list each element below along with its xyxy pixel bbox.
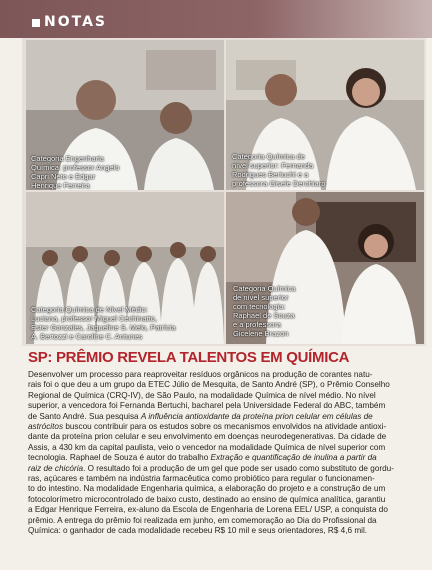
caption-line: Gicelene Brazon (233, 329, 289, 338)
caption-line: Química: professor Angelo (31, 163, 120, 172)
body-line (28, 464, 424, 474)
body-text-segment: . O resultado foi a produção de um gel que pode ser usado como substituto de gordu- (83, 463, 394, 473)
body-text-segment: de Santo André. Sua pesquisa (28, 411, 141, 421)
article-title: SP: PRÊMIO REVELA TALENTOS EM QUÍMICA (28, 349, 350, 366)
body-line: to do intestino. Na modalidade Engenharia química, a elaboração do projeto e a construção de um (28, 484, 386, 494)
body-line (28, 412, 424, 422)
caption-line: Categoria Química (233, 284, 296, 293)
body-line: Desenvolver um processo para reaproveitar resíduos orgânicos na produção de corantes natu- (28, 370, 373, 379)
caption-line: Categoria Engenharia (31, 154, 104, 163)
photo-caption (31, 305, 176, 341)
caption-line: Capri Neto e Edgar (31, 172, 96, 181)
body-line (28, 422, 424, 432)
body-line: prêmio. A entrega do prêmio foi realizada em junho, em comemoração ao Dia do Profissional da (28, 515, 377, 525)
body-line: Regional de Química (CRQ-IV), de São Paulo, na modalidade Química de nível médio. No nível (28, 390, 376, 400)
body-text-segment: tecnologia. Raphael de Souza é autor do trabalho (28, 453, 211, 463)
italic-title: raiz de chicória (28, 463, 84, 473)
body-line (28, 453, 424, 463)
caption-line: com tecnologia: (233, 302, 286, 311)
caption-line: Ester Gonzales, Jaqueline S. Melo, Patrícia (31, 323, 176, 332)
caption-line: Categoria Química de Nível Médio: (31, 305, 148, 314)
photo-grid (22, 38, 426, 346)
italic-title: A influência antioxidante da proteína prion celular em células de (140, 411, 373, 421)
photo-caption (233, 284, 296, 338)
body-line: rais foi o que deu a um grupo da ETEC Júlio de Mesquita, de Santo André (SP), o Prêmio Conselho (28, 380, 390, 390)
body-line: a Edgar Henrique Ferreira, ex-aluno da Escola de Engenharia de Lorena EEL/ USP, a conquista do (28, 505, 388, 515)
photo-caption (232, 152, 325, 188)
article (22, 346, 426, 570)
photo-quimica-superior (226, 40, 424, 190)
caption-line: Rodrigues Bertuchi e a (232, 170, 309, 179)
article-body (28, 370, 424, 537)
section-label: NOTAS (44, 14, 107, 30)
photo-quimica-tecnologia (226, 192, 424, 344)
caption-line: de nível superior (233, 293, 289, 302)
photo-caption (31, 154, 119, 190)
photo-engenharia (26, 40, 224, 190)
italic-title: Extração e quantificação de inulina a partir da (210, 453, 377, 463)
italic-title: astrócitos (28, 422, 64, 432)
body-line: ras, açúcares e também na indústria farmacêutica como probiótico para regular o funcionamen- (28, 474, 375, 484)
caption-line: Henrique Ferreira (31, 181, 90, 190)
body-line: Química: o ganhador de cada modalidade recebeu R$ 10 mil e seus orientadores, R$ 4,6 mil. (28, 526, 368, 536)
caption-line: professora Gisele Derchiaro (232, 179, 326, 188)
body-line: fotocolorímetro microcontrolado de baixo custo, destinado ao ensino de química analítica, garantiu (28, 494, 386, 504)
caption-line: Raphael de Souza (233, 311, 295, 320)
section-header (0, 0, 432, 38)
body-line: superior, a vencedora foi Fernanda Bertuchi, bacharel pela Universidade Federal do ABC, também (28, 401, 386, 411)
body-text-segment: buscou contribuir para os estudos sobre os mecanismos envolvidos na atividade antioxi- (65, 422, 387, 432)
body-line: dante da proteína prion celular e seu envolvimento em doenças neurodegenerativas. Da cidade de (28, 432, 387, 442)
caption-line: Luciana, professor Miguel Cechinatto, (31, 314, 157, 323)
photo-quimica-medio (26, 192, 224, 344)
caption-line: Categoria Química de (232, 152, 305, 161)
caption-line: A. Bertozzi e Caroline C. Antunes (31, 332, 143, 341)
caption-line: nível superior: Fernanda (232, 161, 314, 170)
body-line: Assis, a 430 km da capital paulista, veio o vencedor na modalidade Química de nível superior com (28, 442, 386, 452)
caption-line: e a professora (233, 320, 281, 329)
square-bullet-icon (32, 19, 40, 27)
